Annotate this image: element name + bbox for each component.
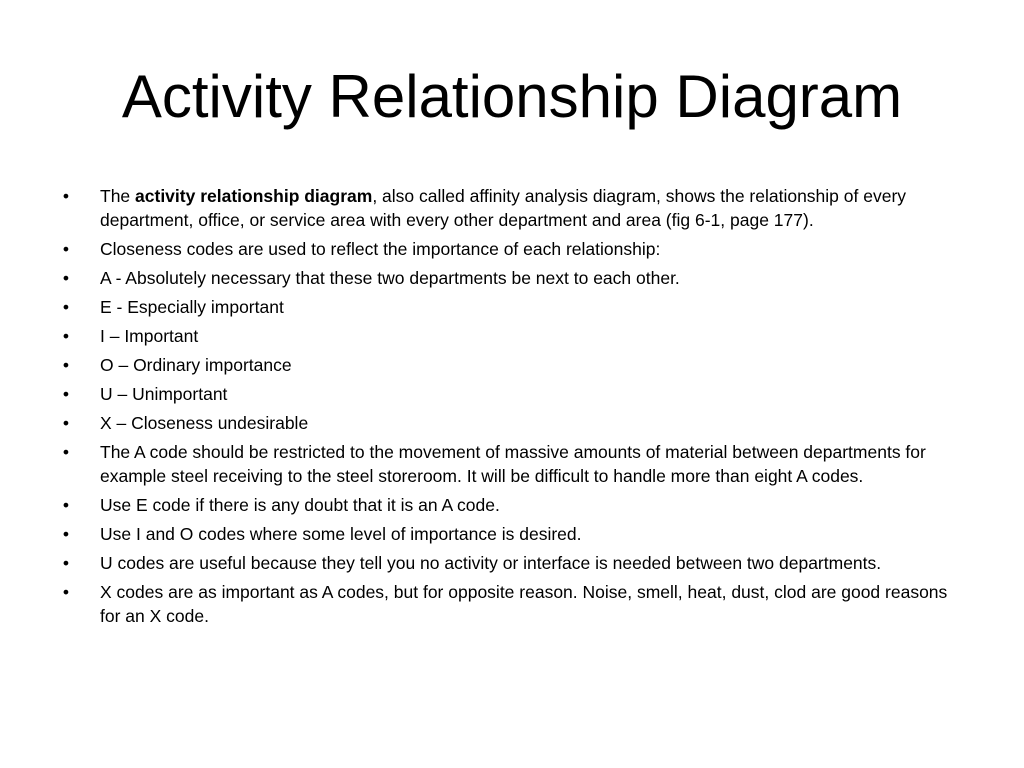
bullet-text: The A code should be restricted to the movement of massive amounts of material between departments for example steel receiving to the steel storeroom. It will be difficult to handle more than eight A codes. <box>100 442 926 486</box>
bullet-dot: • <box>62 553 70 573</box>
bullet-dot: • <box>62 442 70 462</box>
bullet-item <box>60 324 970 348</box>
bullet-item <box>60 266 970 290</box>
bullet-dot: • <box>62 582 70 602</box>
bullet-item <box>60 580 970 628</box>
bullet-item <box>60 353 970 377</box>
bullet-dot: • <box>62 268 70 288</box>
bullet-item <box>60 184 970 232</box>
bullet-item <box>60 295 970 319</box>
bullet-item <box>60 382 970 406</box>
bullet-item <box>60 551 970 575</box>
bullet-dot: • <box>62 239 70 259</box>
bullet-list <box>60 184 970 633</box>
bullet-dot: • <box>62 495 70 515</box>
bullet-dot: • <box>62 524 70 544</box>
bullet-text: X codes are as important as A codes, but for opposite reason. Noise, smell, heat, dust, clod are good reasons for an X code. <box>100 582 948 626</box>
bullet-text: U – Unimportant <box>100 384 228 404</box>
bullet-text: Use I and O codes where some level of importance is desired. <box>100 524 582 544</box>
bullet-dot: • <box>62 355 70 375</box>
bullet-text: Closeness codes are used to reflect the importance of each relationship: <box>100 239 661 259</box>
bullet-item <box>60 237 970 261</box>
bullet-dot: • <box>62 413 70 433</box>
bullet-text: U codes are useful because they tell you no activity or interface is needed between two departments. <box>100 553 882 573</box>
bullet-text: O – Ordinary importance <box>100 355 292 375</box>
slide-title: Activity Relationship Diagram <box>121 63 903 130</box>
bullet-item <box>60 411 970 435</box>
bullet-item <box>60 522 970 546</box>
intro-bold-term: activity relationship diagram <box>135 186 373 206</box>
bullet-text: I – Important <box>100 326 199 346</box>
bullet-text: A - Absolutely necessary that these two departments be next to each other. <box>100 268 680 288</box>
bullet-dot: • <box>62 186 70 206</box>
bullet-text: E - Especially important <box>100 297 284 317</box>
bullet-dot: • <box>62 297 70 317</box>
intro-text-start: The <box>100 186 136 206</box>
bullet-text: X – Closeness undesirable <box>100 413 309 433</box>
bullet-text: Use E code if there is any doubt that it is an A code. <box>100 495 500 515</box>
bullet-dot: • <box>62 326 70 346</box>
bullet-dot: • <box>62 384 70 404</box>
bullet-item <box>60 440 970 488</box>
intro-text-end: , also called affinity analysis diagram, shows the relationship of every department, office, or service area with every other department and area (fig 6-1, page 177). <box>100 186 907 230</box>
bullet-item <box>60 493 970 517</box>
bullet-text <box>100 186 906 230</box>
